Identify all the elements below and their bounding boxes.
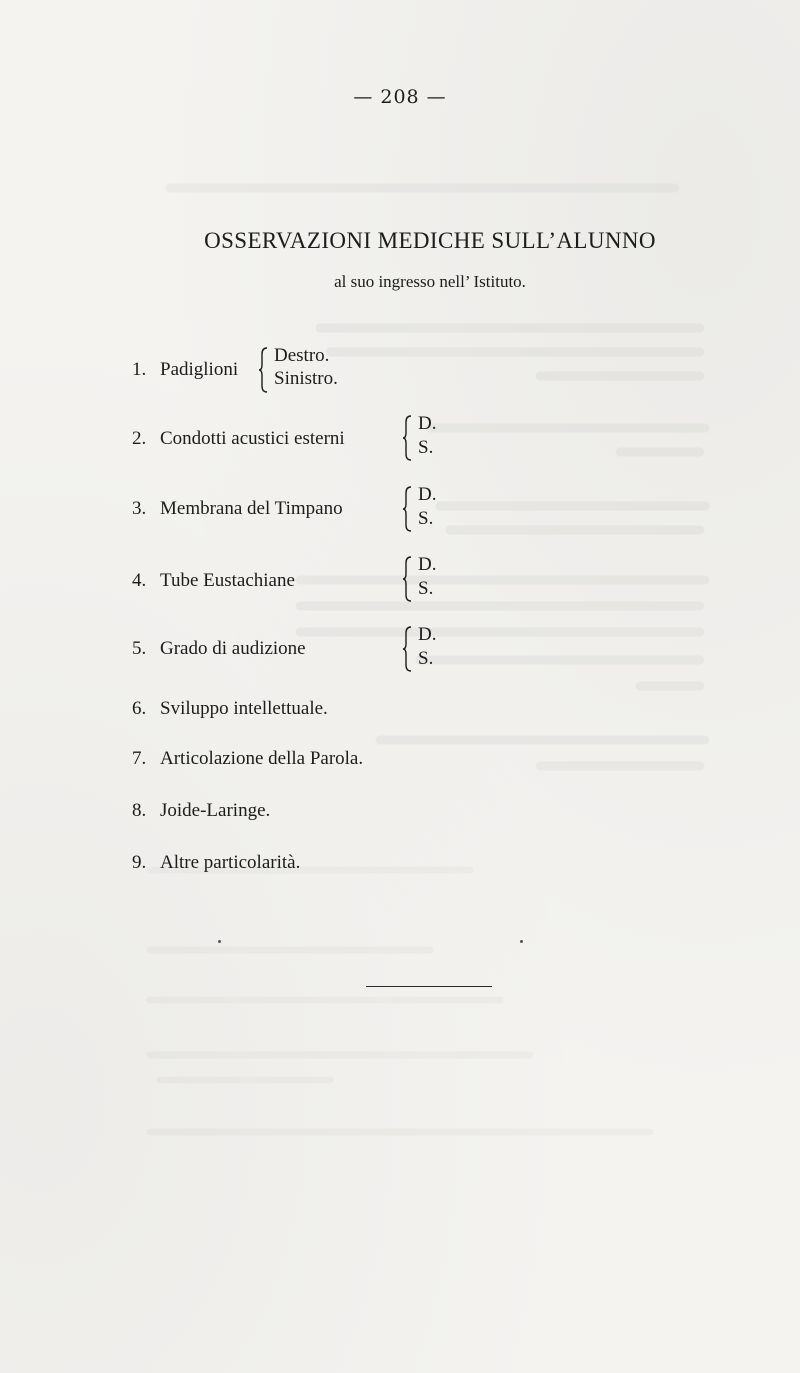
sub-label-right: D.: [418, 624, 437, 645]
item-label: Tube Eustachiane: [160, 570, 295, 591]
item-label: Joide-Laringe.: [160, 800, 271, 821]
item-number: 2.: [132, 428, 147, 449]
list-item: [132, 359, 238, 381]
sub-label-right: D.: [418, 554, 437, 575]
page-title: OSSERVAZIONI MEDICHE SULL’ALUNNO: [204, 228, 656, 253]
item-number: 1.: [132, 359, 147, 380]
list-item: [132, 638, 306, 660]
sub-label-right: Destro.: [274, 345, 330, 366]
item-label: Articolazione della Parola.: [160, 748, 364, 769]
ink-speck: [520, 940, 523, 943]
list-item: [132, 852, 300, 874]
item-label: Altre particolarità.: [160, 852, 301, 873]
item-number: 4.: [132, 570, 147, 591]
item-number: 6.: [132, 698, 147, 719]
item-number: 7.: [132, 748, 147, 769]
closing-rule: [366, 986, 492, 987]
item-number: 5.: [132, 638, 147, 659]
page-subtitle: al suo ingresso nell’ Istituto.: [334, 272, 526, 291]
list-item: [132, 698, 328, 720]
list-item: [132, 428, 345, 450]
left-brace-icon: [402, 415, 412, 461]
list-item: [132, 748, 363, 770]
item-label: Sviluppo intellettuale.: [160, 698, 328, 719]
item-number: 9.: [132, 852, 147, 873]
item-label: Membrana del Timpano: [160, 498, 343, 519]
item-number: 8.: [132, 800, 147, 821]
sub-label-left: S.: [418, 508, 434, 529]
item-label: Padiglioni: [160, 359, 239, 380]
left-brace-icon: [402, 486, 412, 532]
sub-label-left: S.: [418, 437, 434, 458]
left-brace-icon: [402, 556, 412, 602]
list-item: [132, 570, 295, 592]
item-label: Grado di audizione: [160, 638, 306, 659]
left-brace-icon: [258, 347, 268, 393]
sub-label-right: D.: [418, 413, 437, 434]
sub-label-left: Sinistro.: [274, 368, 338, 389]
sub-label-right: D.: [418, 484, 437, 505]
left-brace-icon: [402, 626, 412, 672]
list-item: [132, 800, 270, 822]
item-number: 3.: [132, 498, 147, 519]
item-label: Condotti acustici esterni: [160, 428, 345, 449]
sub-label-left: S.: [418, 578, 434, 599]
sub-label-left: S.: [418, 648, 434, 669]
list-item: [132, 498, 343, 520]
ink-speck: [218, 940, 221, 943]
page-number: — 208 —: [353, 86, 447, 108]
